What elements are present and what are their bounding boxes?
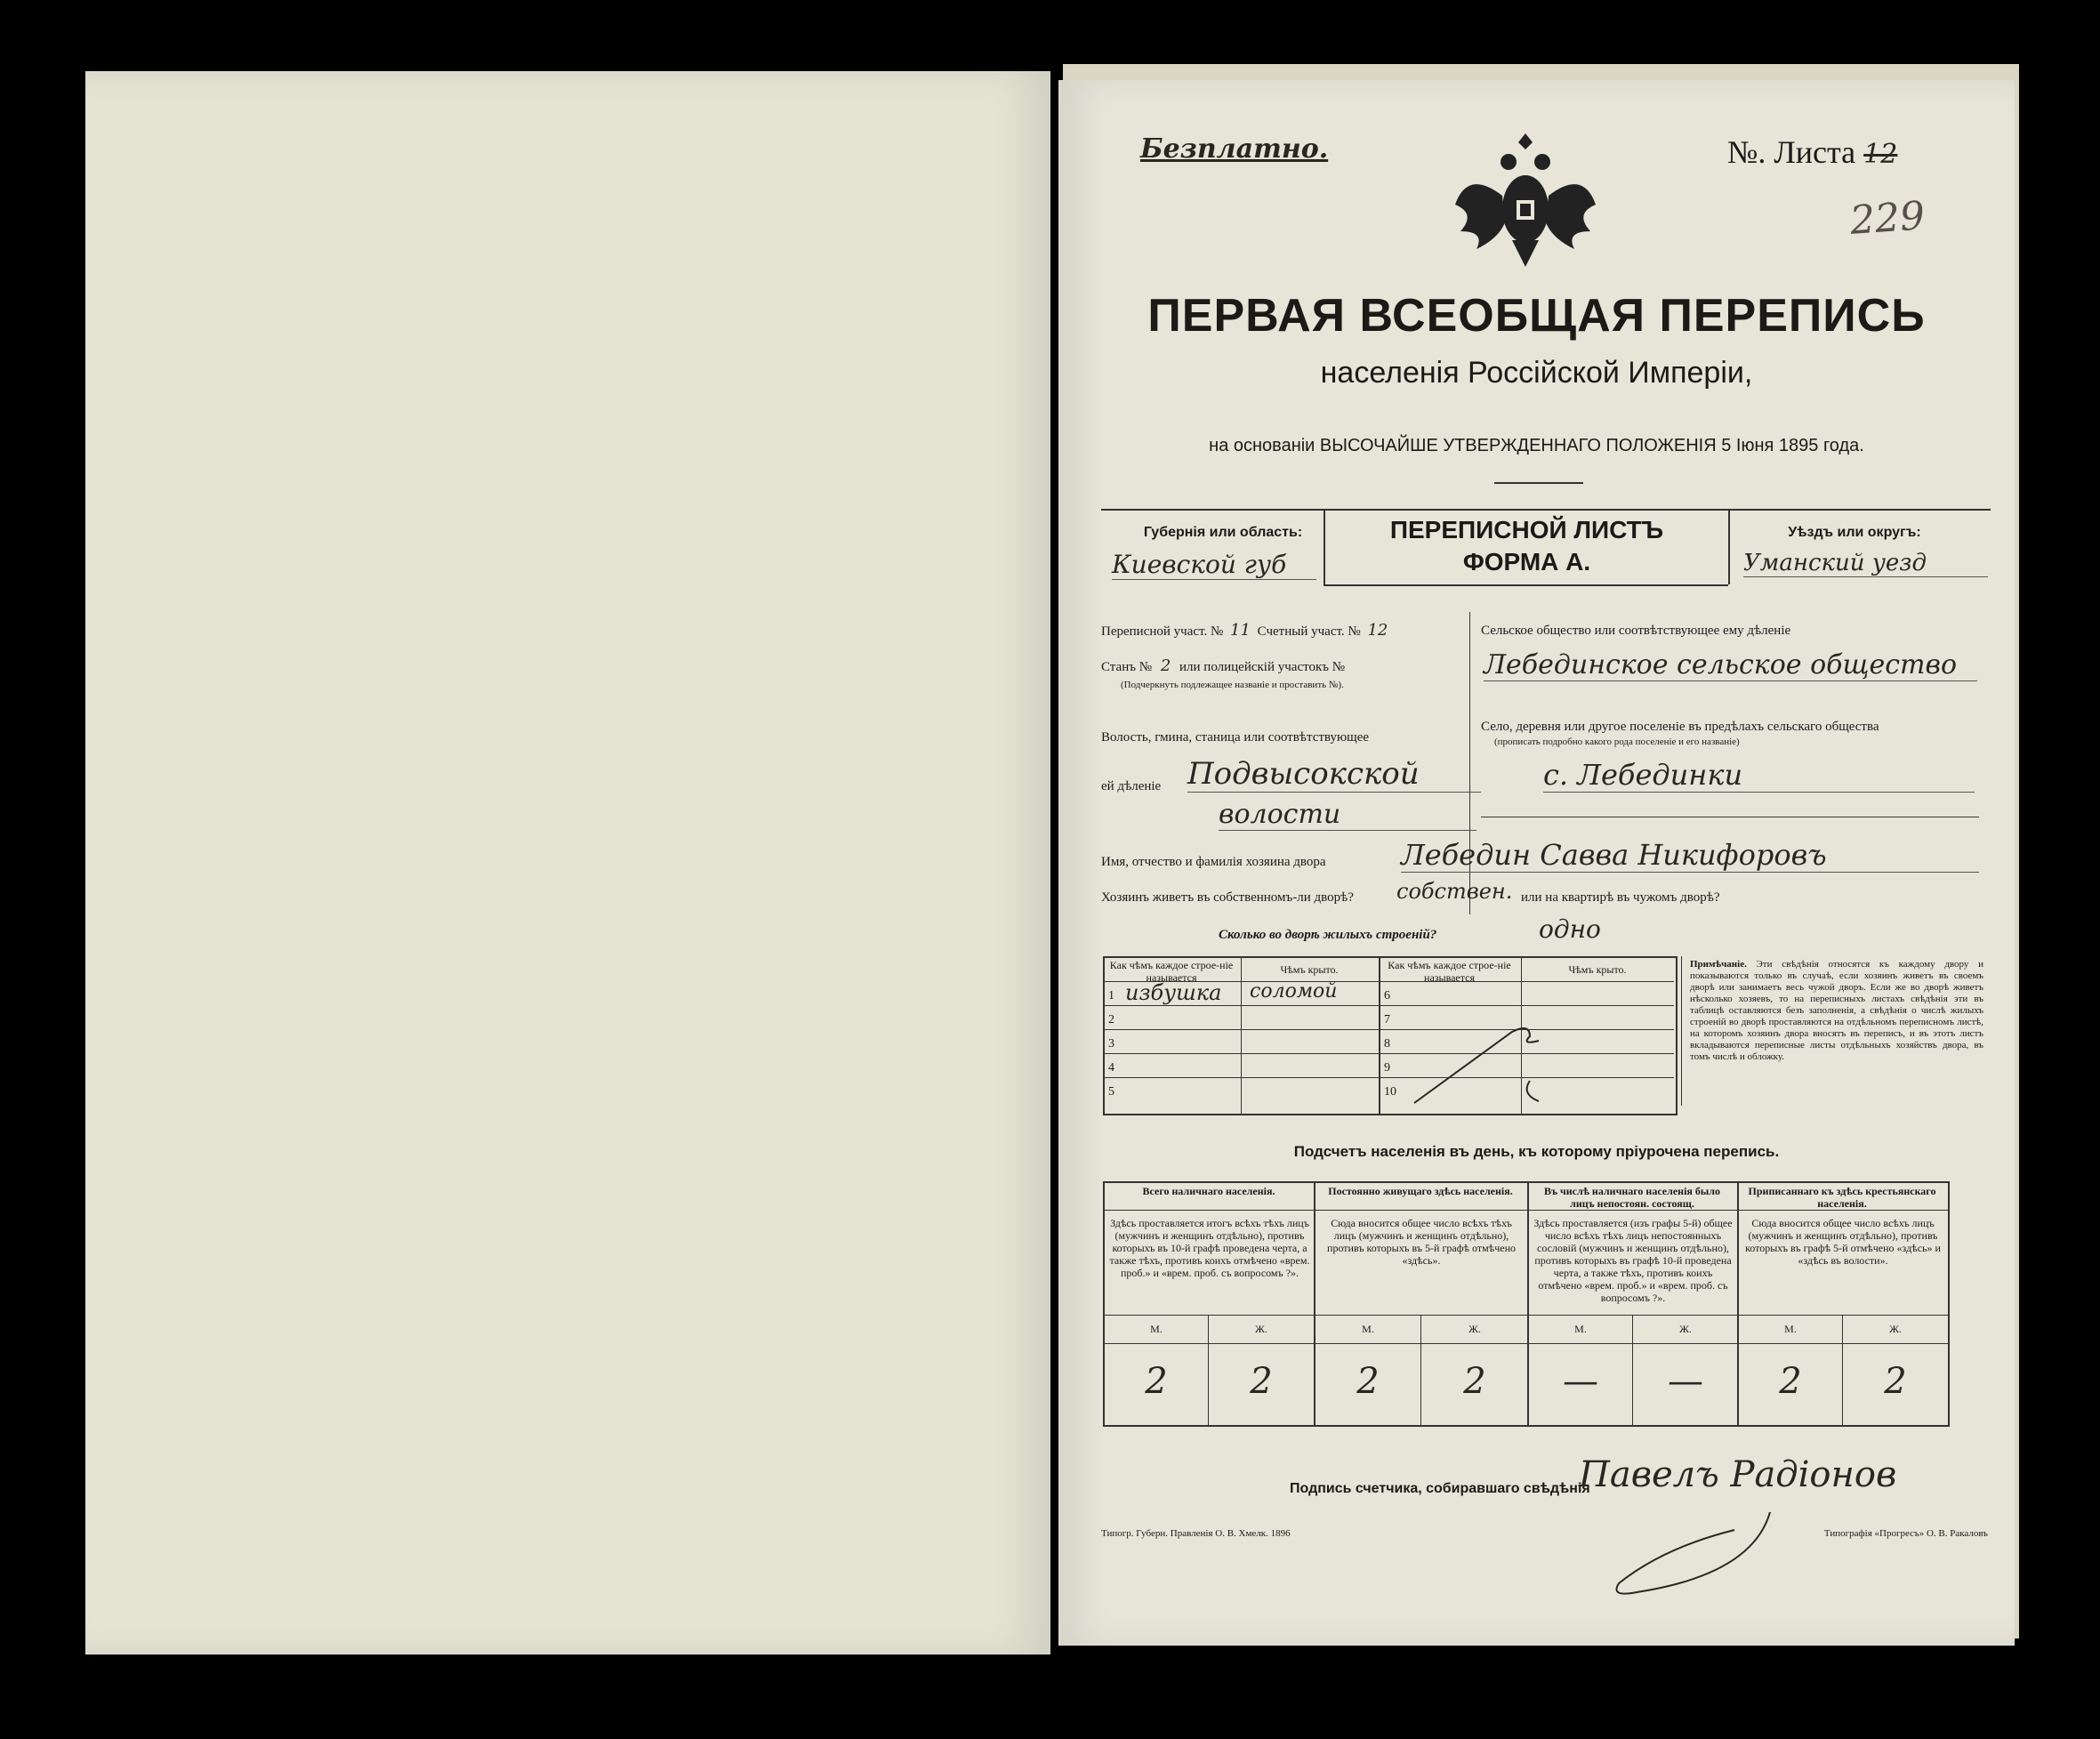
sheet-number-value: 12 xyxy=(1863,139,1898,170)
tally-value: 2 xyxy=(1884,1361,1907,1402)
row-num: 5 xyxy=(1108,1085,1114,1099)
tally-value: — xyxy=(1563,1361,1598,1402)
count-section-value: 12 xyxy=(1367,621,1388,640)
owner-lives-value: собствен. xyxy=(1396,879,1513,904)
society-value: Лебединское сельское общество xyxy=(1484,649,1977,681)
divider-ornament xyxy=(1494,482,1583,484)
owner-lives-label: Хозяинъ живетъ въ собственномъ-ли дворѣ? xyxy=(1101,890,1354,905)
count-section-label: Счетный участ. № xyxy=(1257,624,1361,639)
police-label: или полицейскій участокъ № xyxy=(1179,660,1346,674)
underline-note: (Подчеркнуть подлежащее названіе и проставить №). xyxy=(1121,680,1344,690)
tally-male-label: М. xyxy=(1574,1323,1587,1335)
row-num: 7 xyxy=(1384,1013,1390,1026)
tally-female-label: Ж. xyxy=(1889,1323,1902,1335)
village-note: (прописать подробно какого рода поселеніе и его названіе) xyxy=(1494,737,1740,747)
volost-value-2: волости xyxy=(1219,799,1476,831)
tally-value: 2 xyxy=(1356,1361,1380,1402)
signature-label: Подпись счетчика, собиравшаго свѣдѣнія xyxy=(1290,1481,1590,1496)
buildings-col-roof-2: Чѣмъ крыто. xyxy=(1568,963,1627,976)
owner-name-value: Лебедин Савва Никифоровъ xyxy=(1401,838,1979,873)
blank-left-page xyxy=(85,71,1050,1654)
row-num: 3 xyxy=(1108,1037,1114,1051)
form-main-title: ПЕРВАЯ ВСЕОБЩАЯ ПЕРЕПИСЬ xyxy=(1147,290,1926,342)
census-section-label: Переписной участ. № xyxy=(1101,624,1224,639)
note-text: Эти свѣдѣнія относятся къ каждому двору и показываются только въ случаѣ, если хозяинъ живетъ въ своемъ дворѣ или занимаетъ весь чужой дворъ. Если же во дворѣ живетъ нѣсколько хозяевъ, то на переписныхъ листахъ свѣдѣнія эти въ таблицѣ оставляются безъ заполненія, а свѣдѣнія о числѣ жилыхъ строеній во дворѣ проставляются на отдѣльномъ переписномъ листѣ, на которомъ хозяинъ двора вносятъ въ переписъ, и въ этотъ листъ вкладываются переписные листы отдѣльныхъ хозяйствъ двора, въ томъ числѣ и обложку. xyxy=(1690,959,1983,1062)
tally-female-label: Ж. xyxy=(1679,1323,1692,1335)
free-label: Безплатно. xyxy=(1140,133,1329,165)
sheet-number-label xyxy=(1727,133,1897,171)
owner-rent-label: или на квартирѣ въ чужомъ дворѣ? xyxy=(1521,890,1720,905)
stan-value: 2 xyxy=(1160,656,1171,675)
form-list-title: ПЕРЕПИСНОЙ ЛИСТЪ xyxy=(1389,516,1664,543)
gubernia-label: Губернія или область: xyxy=(1143,525,1303,540)
census-section-line xyxy=(1101,623,1448,640)
tally-female-label: Ж. xyxy=(1468,1323,1481,1335)
village-label: Село, деревня или другое поселеніе въ предѣлахъ сельскаго общества xyxy=(1481,720,1879,734)
signature-value: Павелъ Радіонов xyxy=(1579,1454,1897,1495)
strikethrough-mark xyxy=(1396,996,1628,1112)
note-block xyxy=(1690,959,1983,1063)
row-num: 10 xyxy=(1384,1085,1396,1099)
tally-value: 2 xyxy=(1250,1361,1273,1402)
tally-male-label: М. xyxy=(1784,1323,1797,1335)
stan-line xyxy=(1101,658,1448,675)
tally-male-label: М. xyxy=(1362,1323,1374,1335)
tally-group-2-desc: Сюда вносится общее число всѣхъ тѣхъ лицъ (мужчинъ и женщинъ отдѣльно), противъ которыхъ въ 5-й графѣ отмѣчено «здѣсь». xyxy=(1327,1217,1516,1267)
society-label: Сельское общество или соотвѣтствующее ему дѣленіе xyxy=(1481,624,1791,638)
row-num: 8 xyxy=(1384,1037,1390,1051)
note-title: Примѣчаніе. xyxy=(1690,959,1747,970)
form-subtitle: населенія Россійской Имперіи, xyxy=(1320,356,1753,390)
form-basis-line: на основаніи ВЫСОЧАЙШЕ УТВЕРЖДЕННАГО ПОЛОЖЕНІЯ 5 Іюня 1895 года. xyxy=(1209,436,1864,455)
tally-title: Подсчетъ населенія въ день, къ которому пріурочена перепись. xyxy=(1293,1143,1780,1160)
tally-group-1-head: Всего наличнаго населенія. xyxy=(1142,1185,1275,1197)
gubernia-value: Киевской губ xyxy=(1112,550,1316,580)
buildings-col-roof: Чѣмъ крыто. xyxy=(1280,963,1339,976)
volost-value-1: Подвысокской xyxy=(1187,756,1481,793)
buildings-label: Сколько во дворѣ жилыхъ строеній? xyxy=(1219,928,1437,942)
row-num: 9 xyxy=(1384,1061,1390,1075)
volost-label-2: ей дѣленіе xyxy=(1101,779,1162,793)
tally-group-4-head: Приписаннаго къ здѣсь крестьянскаго населенія. xyxy=(1748,1185,1936,1210)
owner-name-label: Имя, отчество и фамилія хозяина двора xyxy=(1101,855,1326,869)
imperial-eagle-emblem xyxy=(1450,125,1601,276)
tally-group-4-desc: Сюда вносится общее число всѣхъ лицъ (мужчинъ и женщинъ отдѣльно), противъ которыхъ въ графѣ 5-й отмѣчено «здѣсь» и «здѣсь въ волости». xyxy=(1745,1217,1941,1267)
tally-group-2-head: Постоянно живущаго здѣсь населенія. xyxy=(1328,1185,1513,1197)
row-num: 4 xyxy=(1108,1061,1114,1075)
tally-male-label: М. xyxy=(1150,1323,1163,1335)
tally-female-label: Ж. xyxy=(1255,1323,1267,1335)
sheet-number-text: №. Листа xyxy=(1727,134,1856,170)
census-section-value: 11 xyxy=(1230,621,1251,640)
form-type-title: ФОРМА А. xyxy=(1462,548,1591,576)
tally-value: 2 xyxy=(1463,1361,1486,1402)
tally-value: 2 xyxy=(1145,1361,1168,1402)
row-num: 1 xyxy=(1108,989,1114,1002)
building-1-roof: соломой xyxy=(1250,980,1338,1002)
row-num: 2 xyxy=(1108,1013,1114,1026)
archive-number: 229 xyxy=(1848,193,1927,244)
buildings-value: одно xyxy=(1539,914,1601,944)
buildings-col-name-2: Как чѣмъ каждое строе-ніе называется xyxy=(1388,959,1511,984)
print-note-left: Типогр. Губерн. Правленія О. В. Хмелк. 1896 xyxy=(1101,1528,1291,1539)
tally-group-3-head: Въ числѣ наличнаго населенія было лицъ непостоян. состоящ. xyxy=(1543,1185,1721,1210)
row-num: 6 xyxy=(1384,989,1390,1002)
volost-label-1: Волость, гмина, станица или соотвѣтствующее xyxy=(1101,730,1370,745)
print-note-right: Типографія «Прогресъ» О. В. Ракаловъ xyxy=(1823,1528,1988,1539)
census-form-page xyxy=(1058,80,2015,1646)
uezd-label: Уѣздъ или округъ: xyxy=(1788,525,1921,540)
uezd-value: Уманский уезд xyxy=(1743,550,1988,577)
tally-value: 2 xyxy=(1779,1361,1802,1402)
tally-group-3-desc: Здѣсь проставляется (изъ графы 5-й) общее число всѣхъ тѣхъ лицъ непостоянныхъ сословій (мужчинъ и женщинъ отдѣльно), противъ которыхъ въ графѣ 10-й проведена черта, а также тѣхъ, противъ коихъ отмѣчено «врем. проб.» и «врем. проб. съ вопросомъ ?». xyxy=(1533,1217,1733,1304)
village-value: с. Лебединки xyxy=(1543,758,1975,793)
stan-label: Станъ № xyxy=(1101,660,1153,674)
building-1-name: избушка xyxy=(1125,980,1222,1005)
buildings-col-name: Как чѣмъ каждое строе-ніе называется xyxy=(1109,959,1234,984)
tally-value: — xyxy=(1668,1361,1703,1402)
tally-group-1-desc: Здѣсь проставляется итогъ всѣхъ тѣхъ лицъ (мужчинъ и женщинъ отдѣльно), противъ которыхъ въ 10-й графѣ проведена черта, а также тѣхъ, противъ коихъ отмѣчено «врем. проб.» и «врем. проб. съ вопросомъ ?». xyxy=(1109,1217,1310,1279)
